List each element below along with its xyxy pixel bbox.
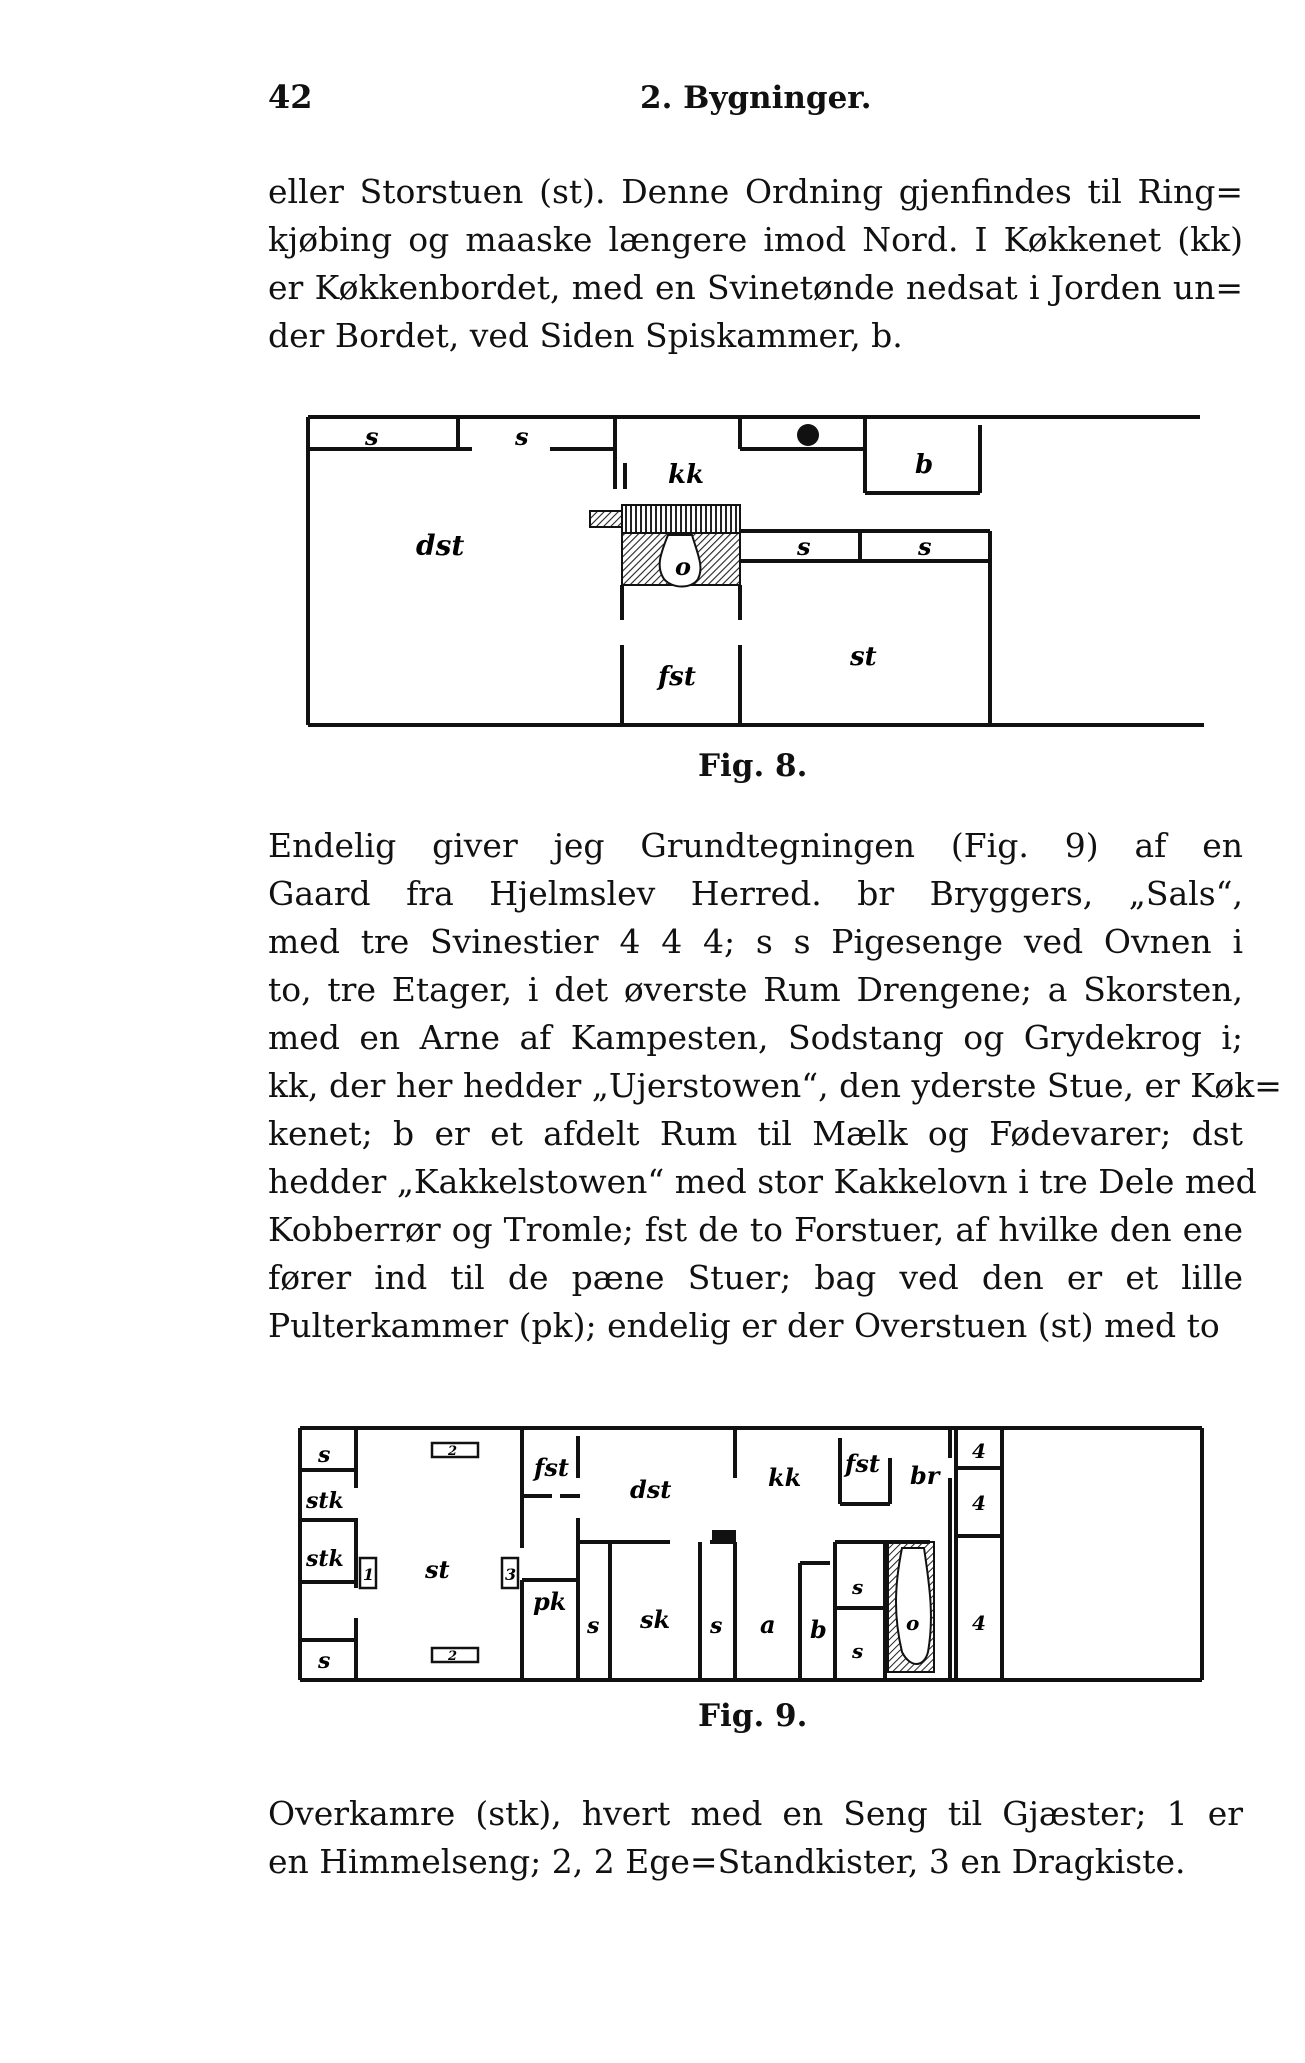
fig8-label-o: o [675, 552, 692, 581]
fig9-label-b: b [810, 1615, 827, 1644]
fig9-label-fst: fst [534, 1453, 569, 1482]
text-line: Endelig giver jeg Grundtegningen (Fig. 9) af en [268, 826, 1243, 865]
fig9-label-a: a [760, 1610, 776, 1639]
fig9-label-st: st [425, 1555, 450, 1584]
text-line: fører ind til de pæne Stuer; bag ved den er et lille [268, 1258, 1243, 1297]
text-line: kjøbing og maaske længere imod Nord. I Køkkenet (kk) [268, 220, 1243, 259]
paragraph-3 [268, 1790, 1243, 1886]
fig9-label-s: s [852, 1639, 864, 1663]
figure-9-drawing [290, 1418, 1210, 1688]
fig9-label-stk: stk [306, 1488, 344, 1514]
fig9-label-s: s [318, 1648, 331, 1674]
text-line: Kobberrør og Tromle; fst de to Forstuer, af hvilke den ene [268, 1210, 1243, 1249]
text-line: er Køkkenbordet, med en Svinetønde nedsat i Jorden un= [268, 268, 1243, 307]
fig9-label-s: s [852, 1575, 864, 1599]
fig9-label-3: 3 [505, 1565, 517, 1584]
text-line: en Himmelseng; 2, 2 Ege=Standkister, 3 en Dragkiste. [268, 1842, 1186, 1881]
text-line: kenet; b er et afdelt Rum til Mælk og Fødevarer; dst [268, 1114, 1243, 1153]
fig9-label-br: br [910, 1461, 940, 1490]
fig8-label-dst: dst [416, 529, 465, 562]
text-line: med tre Svinestier 4 4 4; s s Pigesenge ved Ovnen i [268, 922, 1243, 961]
oven-symbol [797, 424, 819, 446]
text-line: hedder „Kakkelstowen“ med stor Kakkelovn i tre Dele med [268, 1162, 1257, 1201]
fig8-label-b: b [915, 450, 934, 480]
figure-8-drawing [300, 405, 1220, 735]
fig8-label-s: s [515, 422, 529, 451]
fig9-label-s: s [318, 1442, 331, 1468]
fig9-label-2: 2 [448, 1444, 458, 1459]
fig9-label-s: s [587, 1613, 600, 1639]
text-line: der Bordet, ved Siden Spiskammer, b. [268, 316, 903, 355]
text-line: med en Arne af Kampesten, Sodstang og Grydekrog i; [268, 1018, 1243, 1057]
fig9-label-4: 4 [972, 1439, 986, 1463]
chimney-symbol [712, 1530, 736, 1544]
text-line: kk, der her hedder „Ujerstowen“, den yderste Stue, er Køk= [268, 1066, 1282, 1105]
fig9-label-4: 4 [972, 1491, 986, 1515]
figure-8-caption: Fig. 8. [698, 748, 808, 784]
fig9-label-fst: fst [845, 1449, 880, 1478]
fig9-label-dst: dst [630, 1475, 672, 1504]
paragraph-1 [268, 168, 1243, 360]
fig9-label-sk: sk [640, 1605, 671, 1634]
fig8-label-st: st [850, 642, 877, 672]
fig9-label-kk: kk [768, 1463, 802, 1492]
fig8-label-s: s [797, 532, 811, 561]
fig8-label-fst: fst [658, 662, 696, 692]
text-line: Pulterkammer (pk); endelig er der Overstuen (st) med to [268, 1306, 1220, 1345]
fig9-label-4: 4 [972, 1611, 986, 1635]
figure-9-floor-plan [290, 1418, 1210, 1688]
fig8-label-s: s [365, 422, 379, 451]
fig9-label-pk: pk [533, 1587, 567, 1616]
page-header [268, 78, 1243, 122]
running-head: 2. Bygninger. [640, 80, 872, 116]
text-line: to, tre Etager, i det øverste Rum Drengene; a Skorsten, [268, 970, 1243, 1009]
text-line: Overkamre (stk), hvert med en Seng til Gjæster; 1 er [268, 1794, 1243, 1833]
figure-8-floor-plan [300, 405, 1220, 735]
figure-9-caption: Fig. 9. [698, 1698, 808, 1734]
fig9-label-2: 2 [448, 1649, 458, 1664]
text-line: eller Storstuen (st). Denne Ordning gjenfindes til Ring= [268, 172, 1243, 211]
fig9-label-s: s [710, 1613, 723, 1639]
fig9-label-stk: stk [306, 1546, 344, 1572]
fig9-label-o: o [906, 1611, 920, 1635]
text-line: Gaard fra Hjelmslev Herred. br Bryggers, „Sals“, [268, 874, 1243, 913]
paragraph-2 [268, 822, 1282, 1350]
fig9-label-1: 1 [363, 1565, 375, 1584]
fig8-label-s: s [918, 532, 932, 561]
fig8-label-kk: kk [668, 460, 705, 490]
page-number: 42 [268, 78, 313, 116]
